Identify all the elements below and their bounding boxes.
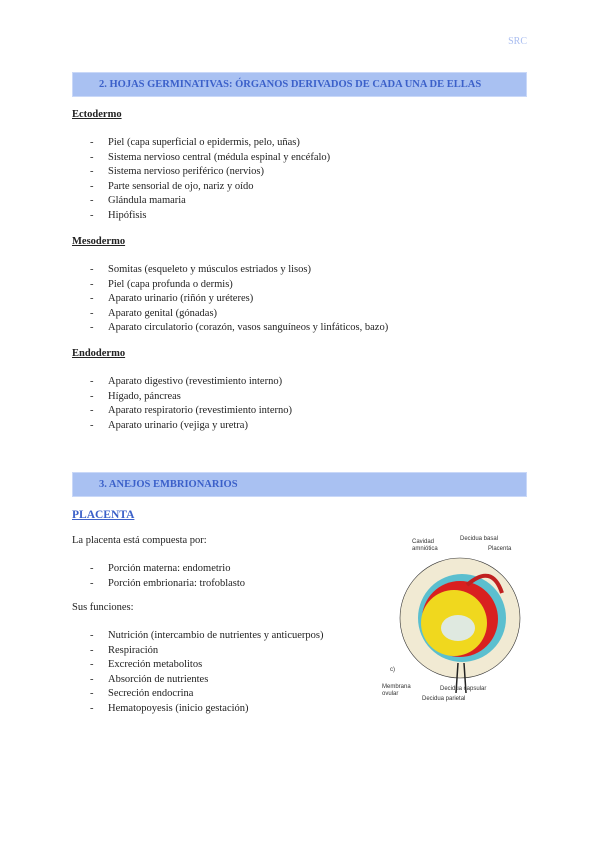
diagram-label: Placenta bbox=[488, 546, 512, 552]
list-item-text: Somitas (esqueleto y músculos estriados y lisos) bbox=[108, 264, 311, 275]
diagram-label: amniótica bbox=[412, 546, 438, 552]
section-2-banner: 2. HOJAS GERMINATIVAS: ÓRGANOS DERIVADOS DE CADA UNA DE ELLAS bbox=[72, 72, 527, 97]
bullet-dash: - bbox=[90, 137, 94, 148]
bullet-dash: - bbox=[90, 673, 94, 685]
bullet-dash: - bbox=[90, 688, 94, 699]
bullet-dash: - bbox=[90, 659, 94, 670]
list-item bbox=[90, 404, 292, 419]
list-item bbox=[90, 562, 245, 577]
list-item-text: Absorción de nutrientes bbox=[108, 673, 209, 685]
bullet-dash: - bbox=[90, 307, 94, 319]
bullet-dash: - bbox=[90, 322, 94, 333]
list-item-text: Hígado, páncreas bbox=[108, 390, 181, 402]
ectodermo-list bbox=[90, 136, 330, 223]
diagram-label: Decidua parietal bbox=[422, 696, 466, 702]
list-item bbox=[90, 419, 292, 434]
endodermo-list bbox=[90, 375, 292, 433]
composition-list bbox=[90, 562, 245, 591]
list-item bbox=[90, 194, 330, 209]
list-item bbox=[90, 180, 330, 195]
list-item-text: Aparato urinario (riñón y uréteres) bbox=[108, 293, 254, 304]
bullet-dash: - bbox=[90, 195, 94, 206]
list-item bbox=[90, 687, 323, 702]
list-item-text: Piel (capa superficial o epidermis, pelo, uñas) bbox=[108, 137, 300, 148]
ectodermo-heading: Ectodermo bbox=[72, 109, 122, 120]
list-item-text: Piel (capa profunda o dermis) bbox=[108, 278, 233, 290]
list-item-text: Excreción metabolitos bbox=[108, 659, 203, 670]
list-item bbox=[90, 658, 323, 673]
list-item-text: Porción embrionaria: trofoblasto bbox=[108, 577, 246, 589]
list-item-text: Glándula mamaria bbox=[108, 195, 186, 206]
list-item-text: Aparato respiratorio (revestimiento interno) bbox=[108, 405, 292, 416]
bullet-dash: - bbox=[90, 278, 94, 290]
bullet-dash: - bbox=[90, 166, 94, 177]
list-item bbox=[90, 375, 292, 390]
diagram-label: ovular bbox=[382, 691, 399, 697]
bullet-dash: - bbox=[90, 419, 94, 431]
placenta-heading: PLACENTA bbox=[72, 509, 135, 521]
list-item-text: Sistema nervioso periférico (nervios) bbox=[108, 166, 264, 177]
header-initials: SRC bbox=[508, 36, 527, 47]
bullet-dash: - bbox=[90, 151, 94, 163]
list-item bbox=[90, 151, 330, 166]
diagram-label: Decidua capsular bbox=[440, 686, 487, 692]
list-item-text: Respiración bbox=[108, 644, 159, 656]
bullet-dash: - bbox=[90, 630, 94, 641]
list-item-text: Hipófisis bbox=[108, 209, 147, 221]
bullet-dash: - bbox=[90, 264, 94, 275]
bullet-dash: - bbox=[90, 390, 94, 402]
list-item bbox=[90, 390, 292, 405]
list-item-text: Aparato digestivo (revestimiento interno) bbox=[108, 376, 283, 387]
bullet-dash: - bbox=[90, 702, 94, 714]
placenta-diagram bbox=[372, 523, 542, 713]
bullet-dash: - bbox=[90, 644, 94, 656]
list-item-text: Parte sensorial de ojo, nariz y oído bbox=[108, 180, 254, 192]
list-item-text: Secreción endocrina bbox=[108, 688, 194, 699]
bullet-dash: - bbox=[90, 209, 94, 221]
bullet-dash: - bbox=[90, 293, 94, 304]
diagram-label: Cavidad bbox=[412, 539, 435, 545]
list-item bbox=[90, 209, 330, 224]
bullet-dash: - bbox=[90, 563, 94, 574]
list-item bbox=[90, 321, 388, 336]
endodermo-heading: Endodermo bbox=[72, 348, 126, 359]
list-item bbox=[90, 644, 323, 659]
section-3-banner: 3. ANEJOS EMBRIONARIOS bbox=[72, 472, 527, 497]
placenta-intro: La placenta está compuesta por: bbox=[72, 535, 207, 546]
bullet-dash: - bbox=[90, 405, 94, 416]
diagram-label: Decidua basal bbox=[460, 536, 499, 542]
list-item bbox=[90, 307, 388, 322]
mesodermo-heading: Mesodermo bbox=[72, 236, 126, 247]
list-item bbox=[90, 263, 388, 278]
list-item-text: Aparato genital (gónadas) bbox=[108, 307, 218, 319]
list-item bbox=[90, 577, 245, 592]
bullet-dash: - bbox=[90, 577, 94, 589]
list-item bbox=[90, 673, 323, 688]
functions-list bbox=[90, 629, 323, 716]
list-item bbox=[90, 136, 330, 151]
list-item-text: Hematopoyesis (inicio gestación) bbox=[108, 702, 249, 714]
list-item-text: Sistema nervioso central (médula espinal y encéfalo) bbox=[108, 151, 331, 163]
list-item-text: Aparato circulatorio (corazón, vasos sanguíneos y linfáticos, bazo) bbox=[108, 322, 389, 333]
bullet-dash: - bbox=[90, 376, 94, 387]
list-item bbox=[90, 629, 323, 644]
list-item-text: Porción materna: endometrio bbox=[108, 563, 231, 574]
list-item bbox=[90, 165, 330, 180]
functions-intro: Sus funciones: bbox=[72, 602, 134, 613]
list-item-text: Aparato urinario (vejiga y uretra) bbox=[108, 419, 248, 431]
list-item bbox=[90, 292, 388, 307]
list-item-text: Nutrición (intercambio de nutrientes y anticuerpos) bbox=[108, 630, 324, 641]
diagram-label: c) bbox=[390, 667, 395, 673]
bullet-dash: - bbox=[90, 180, 94, 192]
list-item bbox=[90, 278, 388, 293]
diagram-label: Membrana bbox=[382, 684, 411, 690]
list-item bbox=[90, 702, 323, 717]
mesodermo-list bbox=[90, 263, 388, 336]
